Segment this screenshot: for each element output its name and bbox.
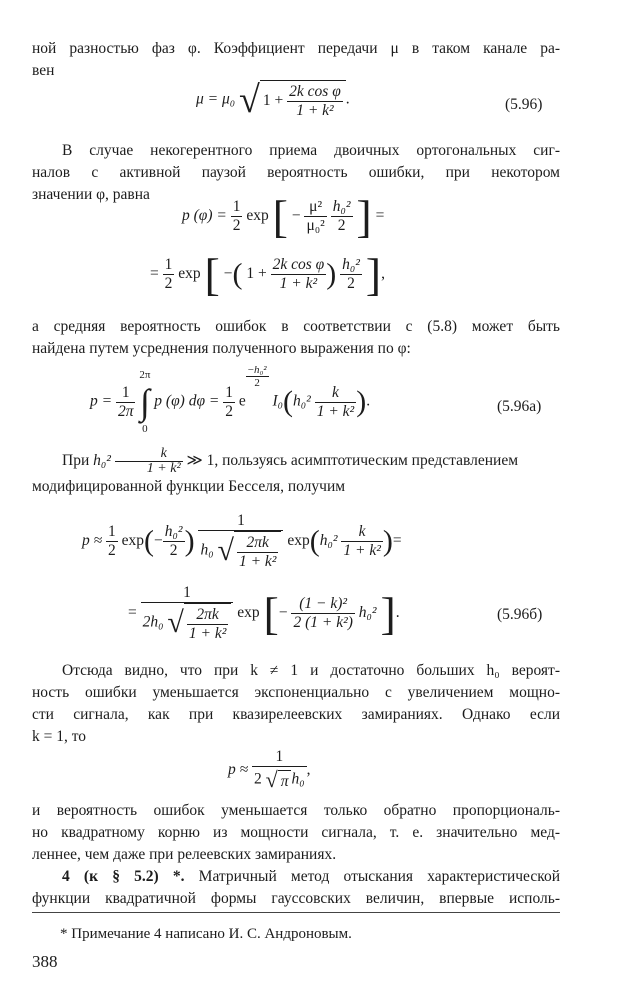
equation-p-phi-line-2: = $\frac{1}{2}$ exp [ −( 1 + $\frac{\text{2k cos φ}}{\text{1 + k²}}$ ) $\frac{\text{h₀²}}{2}$ ],: [150, 249, 385, 300]
fraction: $\frac{\text{h₀²}}{2}$: [332, 198, 351, 234]
equation-p-approx: p ≈ $\frac{1}{\text{2 √ π h₀}}$ ,: [228, 748, 311, 792]
paragraph-1: [32, 38, 560, 82]
text-line: а средняя вероятность ошибок в соответствии с (5.8) может быть: [32, 318, 560, 335]
section-reference: 4 (к § 5.2) *.: [62, 868, 185, 885]
fraction: $\frac{\text{μ²}}{\text{μ₀²}}$: [306, 198, 325, 234]
fraction: $\frac{1}{2\pi}$: [117, 383, 134, 420]
text-line: модифицированной функции Бесселя, получим: [32, 478, 346, 495]
frac-den: 1 + k²: [296, 102, 334, 119]
fraction: $\frac{k}{\text{1 + k²}}$: [115, 447, 183, 476]
fraction: $\frac{k}{\text{1 + k²}}$: [316, 383, 355, 420]
text-line: найдена путем усреднения полученного выражения по φ:: [32, 340, 411, 357]
text-line: k = 1, то: [32, 728, 87, 745]
text-line: но квадратному корню из мощности сигнала, т. е. значительно мед-: [32, 824, 560, 841]
equation-5-96b-line-1: p ≈ $\frac{1}{2}$ exp(− $\frac{\text{h₀²}}{2}$ ) 1 h₀ √ $\frac{2\pi k}{\text{1 + k²}}$ exp(h₀² $\frac{k}{\text{1 + k²}}$ )=: [82, 512, 402, 570]
frac-num: 2k cos φ: [289, 83, 341, 100]
fraction: $\frac{1}{2}$: [232, 198, 241, 234]
text-line: и вероятность ошибок уменьшается только обратно пропорциональ-: [32, 802, 560, 819]
text-line: значении φ, равна: [32, 186, 150, 203]
fraction: $\frac{k}{\text{1 + k²}}$: [343, 523, 381, 559]
text-line: функции квадратичной формы гауссовских величин, впервые исполь-: [32, 890, 560, 907]
text-line: сти сигнала, как при квазирелеевских замираниях. Однако если: [32, 706, 560, 723]
equation-5-96a: p = $\frac{1}{2\pi}$ 2π ∫ 0 p (φ) dφ = $\frac{1}{2}$ e $\frac{\text{−h₀²}}{2}$ I₀(h₀² $\frac{k}{\text{1 + k²}}$ ).: [90, 364, 371, 435]
eq-dot: .: [345, 90, 350, 108]
footnote-divider: [32, 912, 560, 913]
eq-term: 1 +: [262, 92, 284, 110]
fraction: 1 2h₀ √ $\frac{2\pi k}{\text{1 + k²}}$: [141, 584, 234, 643]
fraction: $\frac{\text{h₀²}}{2}$: [164, 523, 183, 559]
fraction: $\frac{1}{\text{2 √ π h₀}}$: [254, 748, 305, 792]
eq-lhs: μ = μ₀: [196, 90, 236, 108]
sqrt: √ 1 + $\frac{\text{2k cos φ}}{\text{1 + k²}}$: [239, 78, 346, 122]
fraction: $\frac{\text{−h₀²}}{2}$: [247, 364, 267, 389]
eq-lhs: p (φ) =: [182, 207, 227, 225]
equation-number: (5.96): [505, 96, 543, 113]
text-line: ность ошибки уменьшается экспоненциально с увеличением мощно-: [32, 684, 560, 701]
fraction: 1 h₀ √ $\frac{2\pi k}{\text{1 + k²}}$: [198, 512, 283, 571]
paragraph-7: [32, 866, 560, 910]
text-line: Отсюда видно, что при k ≠ 1 и достаточно больших h₀ вероят-: [62, 662, 560, 679]
equation-number: (5.96а): [497, 398, 542, 415]
paragraph-3: [32, 316, 560, 360]
fraction: $\frac{1}{2}$: [225, 383, 233, 420]
paragraph-6: [32, 800, 560, 866]
fraction: $\frac{\text{(1 − k)²}}{\text{2 (1 + k²)}}$: [293, 595, 353, 631]
text-line: В случае некогерентного приема двоичных ортогональных сиг-: [62, 142, 560, 159]
text-line: вен: [32, 62, 55, 79]
footnote: * Примечание 4 написано И. С. Андроновым.: [60, 926, 352, 942]
text-line: налов с активной паузой вероятность ошибки, при некотором: [32, 164, 560, 181]
text-line: При h₀² $\frac{k}{\text{1 + k²}}$ ≫ 1, пользуясь асимптотическим представлением: [62, 445, 519, 476]
text-line: ной разностью фаз φ. Коэффициент передачи μ в таком канале ра-: [32, 40, 560, 57]
equation-number: (5.96б): [497, 606, 543, 623]
exp-label: exp: [246, 207, 269, 225]
text-line: 4 (к § 5.2) *. Матричный метод отыскания характеристической: [62, 868, 560, 885]
fraction: $\frac{1}{2}$: [108, 523, 116, 559]
equation-p-phi-line-1: p (φ) = $\frac{1}{2}$ exp [ − $\frac{\text{μ²}}{\text{μ₀²}}$ $\frac{\text{h₀²}}{2}$ ] =: [182, 191, 385, 242]
fraction: $\frac{\text{2k cos φ}}{\text{1 + k²}}$: [272, 256, 325, 292]
equation-5-96b-line-2: = 1 2h₀ √ $\frac{2\pi k}{\text{1 + k²}}$ exp [− $\frac{\text{(1 − k)²}}{\text{2 (1 + k²)}}$ h₀² ].: [128, 584, 400, 642]
fraction: $\frac{1}{2}$: [164, 256, 173, 292]
fraction: [287, 83, 343, 120]
page-number: 388: [32, 952, 58, 971]
integral: 2π ∫ 0: [139, 369, 151, 435]
paragraph-5: [32, 660, 560, 748]
fraction: $\frac{\text{h₀²}}{2}$: [342, 256, 360, 292]
text-line: леннее, чем даже при релеевских замираниях.: [32, 846, 337, 863]
equation-5-96: [196, 78, 350, 122]
paragraph-4: [32, 446, 560, 498]
